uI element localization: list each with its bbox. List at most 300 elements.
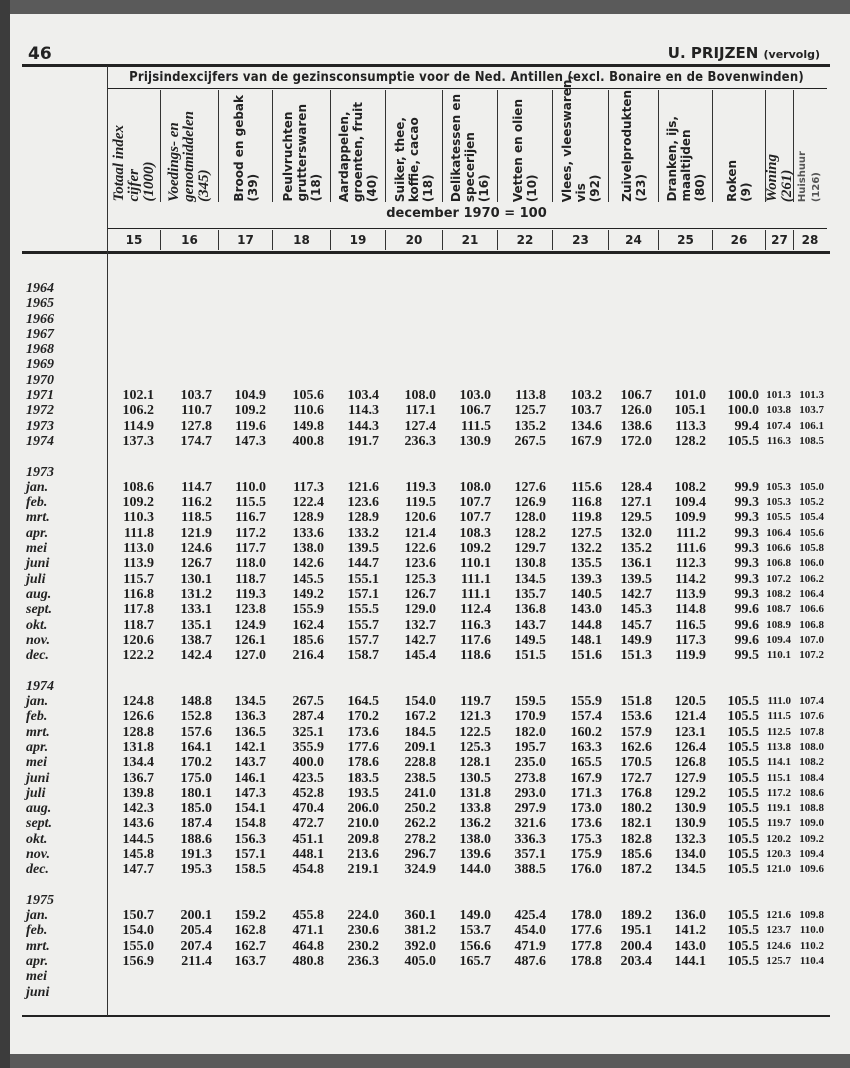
table-row bbox=[22, 373, 832, 388]
row-label: 1968 bbox=[26, 342, 54, 358]
table-cell: 116.3 bbox=[766, 434, 791, 447]
table-cell: 111.2 bbox=[676, 525, 706, 541]
table-cell: 120.5 bbox=[674, 694, 706, 710]
table-row bbox=[22, 939, 832, 954]
table-cell: 143.0 bbox=[570, 602, 602, 618]
table-cell: 106.4 bbox=[799, 587, 824, 600]
table-cell: 110.3 bbox=[123, 510, 154, 526]
table-cell: 108.0 bbox=[459, 479, 491, 495]
table-cell: 164.1 bbox=[180, 739, 212, 755]
table-cell: 100.0 bbox=[727, 403, 759, 419]
table-cell: 293.0 bbox=[514, 785, 546, 801]
table-row bbox=[22, 816, 832, 831]
table-cell: 267.5 bbox=[292, 694, 324, 710]
table-cell: 163.3 bbox=[570, 739, 602, 755]
table-cell: 121.9 bbox=[180, 525, 212, 541]
table-cell: 115.1 bbox=[766, 771, 791, 784]
row-label: 1971 bbox=[26, 388, 54, 404]
table-cell: 123.6 bbox=[347, 495, 379, 511]
table-cell: 162.4 bbox=[292, 617, 324, 633]
row-label: mrt. bbox=[26, 724, 50, 740]
table-cell: 116.5 bbox=[675, 617, 706, 633]
table-cell: 129.5 bbox=[620, 510, 652, 526]
table-cell: 211.4 bbox=[181, 954, 212, 970]
row-label: okt. bbox=[26, 831, 48, 847]
table-cell: 140.5 bbox=[570, 586, 602, 602]
table-cell: 230.2 bbox=[347, 938, 379, 954]
table-cell: 108.5 bbox=[799, 434, 824, 447]
row-label: dec. bbox=[26, 648, 49, 664]
row-label: 1970 bbox=[26, 372, 54, 388]
table-cell: 400.0 bbox=[292, 755, 324, 771]
table-cell: 452.8 bbox=[292, 785, 324, 801]
table-row bbox=[22, 969, 832, 984]
table-cell: 296.7 bbox=[404, 846, 436, 862]
table-cell: 148.8 bbox=[180, 694, 212, 710]
table-cell: 228.8 bbox=[404, 755, 436, 771]
table-cell: 142.7 bbox=[404, 632, 436, 648]
table-cell: 273.8 bbox=[514, 770, 546, 786]
column-number: 22 bbox=[497, 230, 552, 250]
table-cell: 129.2 bbox=[674, 785, 706, 801]
table-cell: 178.6 bbox=[347, 755, 379, 771]
table-cell: 175.9 bbox=[570, 846, 602, 862]
table-cell: 117.3 bbox=[675, 632, 706, 648]
table-cell: 139.5 bbox=[347, 541, 379, 557]
table-cell: 238.5 bbox=[404, 770, 436, 786]
table-cell: 105.5 bbox=[727, 755, 759, 771]
column-header-label: Roken (9) bbox=[725, 160, 753, 202]
table-cell: 105.5 bbox=[727, 831, 759, 847]
table-cell: 135.7 bbox=[514, 586, 546, 602]
table-cell: 135.1 bbox=[180, 617, 212, 633]
table-cell: 119.5 bbox=[405, 495, 436, 511]
table-cell: 139.6 bbox=[459, 846, 491, 862]
table-cell: 123.6 bbox=[404, 556, 436, 572]
table-cell: 123.8 bbox=[234, 602, 266, 618]
table-cell: 187.4 bbox=[180, 816, 212, 832]
table-cell: 127.1 bbox=[620, 495, 652, 511]
table-cell: 126.1 bbox=[234, 632, 266, 648]
bottom-rule bbox=[22, 1015, 830, 1017]
table-cell: 144.3 bbox=[347, 418, 379, 434]
row-label: aug. bbox=[26, 801, 52, 817]
table-row bbox=[22, 449, 832, 464]
table-cell: 195.1 bbox=[620, 923, 652, 939]
row-label: juni bbox=[26, 984, 50, 1000]
table-cell: 178.0 bbox=[570, 908, 602, 924]
table-cell: 108.7 bbox=[766, 603, 791, 616]
table-cell: 112.5 bbox=[766, 725, 791, 738]
table-cell: 125.7 bbox=[766, 955, 791, 968]
table-cell: 105.5 bbox=[727, 846, 759, 862]
table-cell: 113.8 bbox=[766, 740, 791, 753]
table-cell: 147.3 bbox=[234, 785, 266, 801]
table-cell: 105.1 bbox=[674, 403, 706, 419]
table-cell: 210.0 bbox=[347, 816, 379, 832]
table-cell: 138.0 bbox=[459, 831, 491, 847]
table-cell: 145.8 bbox=[122, 846, 154, 862]
table-cell: 113.8 bbox=[515, 388, 546, 404]
table-cell: 108.0 bbox=[799, 740, 824, 753]
top-rule bbox=[22, 64, 830, 67]
table-cell: 173.6 bbox=[347, 724, 379, 740]
column-header-15 bbox=[107, 90, 160, 202]
table-cell: 471.9 bbox=[514, 938, 546, 954]
row-label: dec. bbox=[26, 862, 49, 878]
table-cell: 160.2 bbox=[570, 724, 602, 740]
table-cell: 127.9 bbox=[674, 770, 706, 786]
table-cell: 105.0 bbox=[799, 480, 824, 493]
table-cell: 471.1 bbox=[292, 923, 324, 939]
table-row bbox=[22, 541, 832, 556]
table-cell: 138.7 bbox=[180, 632, 212, 648]
table-cell: 180.2 bbox=[620, 801, 652, 817]
table-row bbox=[22, 480, 832, 495]
table-cell: 148.1 bbox=[570, 632, 602, 648]
table-row bbox=[22, 771, 832, 786]
table-cell: 103.0 bbox=[459, 388, 491, 404]
table-cell: 151.6 bbox=[570, 648, 602, 664]
table-cell: 405.0 bbox=[404, 954, 436, 970]
table-cell: 128.8 bbox=[122, 724, 154, 740]
table-row bbox=[22, 633, 832, 648]
table-cell: 102.1 bbox=[122, 388, 154, 404]
table-row bbox=[22, 878, 832, 893]
table-cell: 105.5 bbox=[727, 816, 759, 832]
table-cell: 195.3 bbox=[180, 862, 212, 878]
table-cell: 105.6 bbox=[799, 526, 824, 539]
table-cell: 109.2 bbox=[799, 832, 824, 845]
table-cell: 106.8 bbox=[799, 618, 824, 631]
table-cell: 164.5 bbox=[347, 694, 379, 710]
table-cell: 126.0 bbox=[620, 403, 652, 419]
table-row bbox=[22, 296, 832, 311]
table-cell: 117.7 bbox=[235, 541, 266, 557]
table-cell: 193.5 bbox=[347, 785, 379, 801]
table-cell: 122.2 bbox=[122, 648, 154, 664]
table-cell: 158.5 bbox=[234, 862, 266, 878]
table-cell: 147.3 bbox=[234, 433, 266, 449]
row-label: feb. bbox=[26, 495, 48, 511]
table-cell: 109.9 bbox=[674, 510, 706, 526]
row-label: 1966 bbox=[26, 311, 54, 327]
table-cell: 126.6 bbox=[122, 709, 154, 725]
table-cell: 105.3 bbox=[766, 480, 791, 493]
column-number: 26 bbox=[712, 230, 765, 250]
table-cell: 150.7 bbox=[122, 908, 154, 924]
table-cell: 262.2 bbox=[404, 816, 436, 832]
table-cell: 106.7 bbox=[620, 388, 652, 404]
table-cell: 134.5 bbox=[514, 571, 546, 587]
table-cell: 224.0 bbox=[347, 908, 379, 924]
table-cell: 105.5 bbox=[727, 938, 759, 954]
table-cell: 117.1 bbox=[405, 403, 436, 419]
table-cell: 448.1 bbox=[292, 846, 324, 862]
table-cell: 149.2 bbox=[292, 586, 324, 602]
table-cell: 127.0 bbox=[234, 648, 266, 664]
table-cell: 392.0 bbox=[404, 938, 436, 954]
table-cell: 126.4 bbox=[674, 739, 706, 755]
column-header-label: Totaal index cijfer (1000) bbox=[110, 125, 157, 202]
table-cell: 109.4 bbox=[674, 495, 706, 511]
table-cell: 134.6 bbox=[570, 418, 602, 434]
table-cell: 105.4 bbox=[799, 511, 824, 524]
table-cell: 464.8 bbox=[292, 938, 324, 954]
table-cell: 183.5 bbox=[347, 770, 379, 786]
table-cell: 122.4 bbox=[292, 495, 324, 511]
table-cell: 121.6 bbox=[347, 479, 379, 495]
table-cell: 472.7 bbox=[292, 816, 324, 832]
table-row bbox=[22, 357, 832, 372]
table-cell: 118.6 bbox=[460, 648, 491, 664]
table-row bbox=[22, 923, 832, 938]
table-cell: 107.2 bbox=[799, 649, 824, 662]
row-label: feb. bbox=[26, 923, 48, 939]
table-cell: 206.0 bbox=[347, 801, 379, 817]
table-cell: 149.9 bbox=[620, 632, 652, 648]
table-cell: 119.7 bbox=[460, 694, 491, 710]
row-label: mrt. bbox=[26, 938, 50, 954]
table-cell: 325.1 bbox=[292, 724, 324, 740]
table-cell: 119.9 bbox=[675, 648, 706, 664]
column-header-28 bbox=[793, 90, 826, 202]
table-cell: 104.9 bbox=[234, 388, 266, 404]
table-cell: 178.8 bbox=[570, 954, 602, 970]
table-cell: 105.6 bbox=[292, 388, 324, 404]
table-cell: 115.5 bbox=[235, 495, 266, 511]
running-head-sub: (vervolg) bbox=[763, 48, 820, 61]
table-row bbox=[22, 602, 832, 617]
running-head bbox=[668, 44, 820, 62]
table-cell: 170.2 bbox=[347, 709, 379, 725]
table-row bbox=[22, 908, 832, 923]
table-cell: 177.6 bbox=[347, 739, 379, 755]
table-cell: 157.6 bbox=[180, 724, 212, 740]
table-cell: 189.2 bbox=[620, 908, 652, 924]
table-cell: 287.4 bbox=[292, 709, 324, 725]
table-cell: 111.6 bbox=[676, 541, 706, 557]
table-cell: 119.1 bbox=[766, 802, 791, 815]
table-cell: 167.9 bbox=[570, 433, 602, 449]
table-cell: 126.9 bbox=[514, 495, 546, 511]
table-row bbox=[22, 801, 832, 816]
table-cell: 106.4 bbox=[766, 526, 791, 539]
table-row bbox=[22, 526, 832, 541]
table-cell: 116.2 bbox=[181, 495, 212, 511]
table-cell: 118.7 bbox=[235, 571, 266, 587]
table-cell: 108.9 bbox=[766, 618, 791, 631]
table-row bbox=[22, 847, 832, 862]
table-cell: 195.7 bbox=[514, 739, 546, 755]
column-number: 19 bbox=[330, 230, 385, 250]
table-cell: 151.8 bbox=[620, 694, 652, 710]
table-cell: 110.1 bbox=[766, 649, 791, 662]
table-cell: 106.2 bbox=[122, 403, 154, 419]
table-cell: 145.4 bbox=[404, 648, 436, 664]
table-cell: 149.5 bbox=[514, 632, 546, 648]
row-label: mei bbox=[26, 969, 47, 985]
table-cell: 185.6 bbox=[620, 846, 652, 862]
table-row bbox=[22, 572, 832, 587]
table-cell: 108.2 bbox=[766, 587, 791, 600]
row-label: feb. bbox=[26, 709, 48, 725]
table-cell: 153.7 bbox=[459, 923, 491, 939]
table-cell: 119.3 bbox=[405, 479, 436, 495]
table-cell: 159.5 bbox=[514, 694, 546, 710]
row-label: okt. bbox=[26, 617, 48, 633]
table-cell: 125.7 bbox=[514, 403, 546, 419]
table-cell: 171.3 bbox=[570, 785, 602, 801]
table-cell: 105.5 bbox=[727, 923, 759, 939]
row-label: 1974 bbox=[26, 678, 54, 694]
table-row bbox=[22, 832, 832, 847]
row-label: 1964 bbox=[26, 281, 54, 296]
table-cell: 110.0 bbox=[235, 479, 266, 495]
table-cell: 120.3 bbox=[766, 847, 791, 860]
table-cell: 250.2 bbox=[404, 801, 436, 817]
table-cell: 267.5 bbox=[514, 433, 546, 449]
table-cell: 106.2 bbox=[799, 572, 824, 585]
table-row bbox=[22, 694, 832, 709]
table-cell: 126.7 bbox=[404, 586, 436, 602]
table-row bbox=[22, 587, 832, 602]
table-cell: 99.3 bbox=[734, 556, 759, 572]
table-cell: 120.6 bbox=[122, 632, 154, 648]
table-cell: 154.0 bbox=[404, 694, 436, 710]
table-cell: 106.7 bbox=[459, 403, 491, 419]
row-label: sept. bbox=[26, 602, 53, 618]
table-cell: 105.5 bbox=[727, 908, 759, 924]
column-header-26 bbox=[712, 90, 765, 202]
table-title: Prijsindexcijfers van de gezinsconsumptie voor de Ned. Antillen (excl. Bonaire en de Bovenwinden) bbox=[129, 70, 804, 85]
table-cell: 133.2 bbox=[347, 525, 379, 541]
table-cell: 182.8 bbox=[620, 831, 652, 847]
table-cell: 114.3 bbox=[348, 403, 379, 419]
table-cell: 121.0 bbox=[766, 863, 791, 876]
row-label: nov. bbox=[26, 846, 50, 862]
row-label: mrt. bbox=[26, 510, 50, 526]
table-cell: 170.2 bbox=[180, 755, 212, 771]
table-row bbox=[22, 556, 832, 571]
table-cell: 127.6 bbox=[514, 479, 546, 495]
table-cell: 236.3 bbox=[404, 433, 436, 449]
table-row bbox=[22, 495, 832, 510]
table-cell: 119.6 bbox=[235, 418, 266, 434]
table-cell: 116.7 bbox=[235, 510, 266, 526]
table-cell: 127.5 bbox=[570, 525, 602, 541]
table-cell: 110.4 bbox=[799, 955, 824, 968]
row-label: jan. bbox=[26, 479, 49, 495]
table-cell: 155.9 bbox=[292, 602, 324, 618]
table-cell: 172.0 bbox=[620, 433, 652, 449]
column-header-23 bbox=[552, 74, 608, 202]
table-cell: 111.1 bbox=[461, 571, 491, 587]
table-cell: 170.5 bbox=[620, 755, 652, 771]
row-label: juni bbox=[26, 770, 50, 786]
table-cell: 230.6 bbox=[347, 923, 379, 939]
table-cell: 135.2 bbox=[514, 418, 546, 434]
table-cell: 142.1 bbox=[234, 739, 266, 755]
table-cell: 107.0 bbox=[799, 633, 824, 646]
row-label: apr. bbox=[26, 525, 49, 541]
table-row bbox=[22, 312, 832, 327]
table-cell: 128.1 bbox=[459, 755, 491, 771]
table-cell: 454.8 bbox=[292, 862, 324, 878]
table-cell: 105.5 bbox=[727, 862, 759, 878]
title-rule bbox=[107, 88, 827, 89]
table-cell: 109.2 bbox=[459, 541, 491, 557]
table-cell: 175.0 bbox=[180, 770, 212, 786]
row-label: sept. bbox=[26, 816, 53, 832]
table-cell: 117.8 bbox=[123, 602, 154, 618]
table-cell: 203.4 bbox=[620, 954, 652, 970]
row-label: apr. bbox=[26, 739, 49, 755]
column-number: 24 bbox=[608, 230, 658, 250]
table-cell: 154.8 bbox=[234, 816, 266, 832]
table-cell: 155.5 bbox=[347, 602, 379, 618]
table-cell: 117.6 bbox=[460, 632, 491, 648]
table-cell: 143.7 bbox=[234, 755, 266, 771]
column-header-21 bbox=[442, 90, 497, 202]
table-cell: 114.8 bbox=[675, 602, 706, 618]
table-cell: 127.8 bbox=[180, 418, 212, 434]
row-label: 1969 bbox=[26, 357, 54, 373]
table-cell: 130.5 bbox=[459, 770, 491, 786]
column-header-24 bbox=[608, 90, 658, 202]
table-cell: 142.3 bbox=[122, 801, 154, 817]
table-cell: 130.9 bbox=[674, 816, 706, 832]
table-cell: 360.1 bbox=[404, 908, 436, 924]
table-cell: 116.8 bbox=[123, 586, 154, 602]
row-label: 1972 bbox=[26, 403, 54, 419]
table-cell: 278.2 bbox=[404, 831, 436, 847]
table-cell: 129.7 bbox=[514, 541, 546, 557]
table-cell: 108.4 bbox=[799, 771, 824, 784]
table-cell: 124.8 bbox=[122, 694, 154, 710]
row-label: jan. bbox=[26, 694, 49, 710]
table-cell: 134.4 bbox=[122, 755, 154, 771]
table-cell: 125.3 bbox=[459, 739, 491, 755]
row-label: mei bbox=[26, 541, 47, 557]
table-cell: 107.8 bbox=[799, 725, 824, 738]
table-cell: 111.0 bbox=[767, 695, 791, 708]
table-cell: 151.5 bbox=[514, 648, 546, 664]
table-cell: 136.7 bbox=[122, 770, 154, 786]
table-cell: 145.3 bbox=[620, 602, 652, 618]
table-cell: 156.6 bbox=[459, 938, 491, 954]
table-cell: 145.7 bbox=[620, 617, 652, 633]
table-cell: 122.5 bbox=[459, 724, 491, 740]
table-cell: 162.8 bbox=[234, 923, 266, 939]
table-row bbox=[22, 388, 832, 403]
table-cell: 109.2 bbox=[234, 403, 266, 419]
table-cell: 156.3 bbox=[234, 831, 266, 847]
table-cell: 111.8 bbox=[124, 525, 154, 541]
row-label: juni bbox=[26, 556, 50, 572]
table-cell: 106.6 bbox=[766, 542, 791, 555]
table-cell: 151.3 bbox=[620, 648, 652, 664]
table-cell: 99.9 bbox=[734, 479, 759, 495]
table-cell: 165.5 bbox=[570, 755, 602, 771]
table-cell: 144.5 bbox=[122, 831, 154, 847]
running-head-main: U. PRIJZEN bbox=[667, 44, 759, 62]
column-header-label: Voedings- en genotmiddelen (345) bbox=[166, 111, 212, 202]
table-cell: 113.9 bbox=[675, 586, 706, 602]
table-cell: 144.1 bbox=[674, 954, 706, 970]
column-header-16 bbox=[160, 90, 218, 202]
table-cell: 99.6 bbox=[734, 617, 759, 633]
